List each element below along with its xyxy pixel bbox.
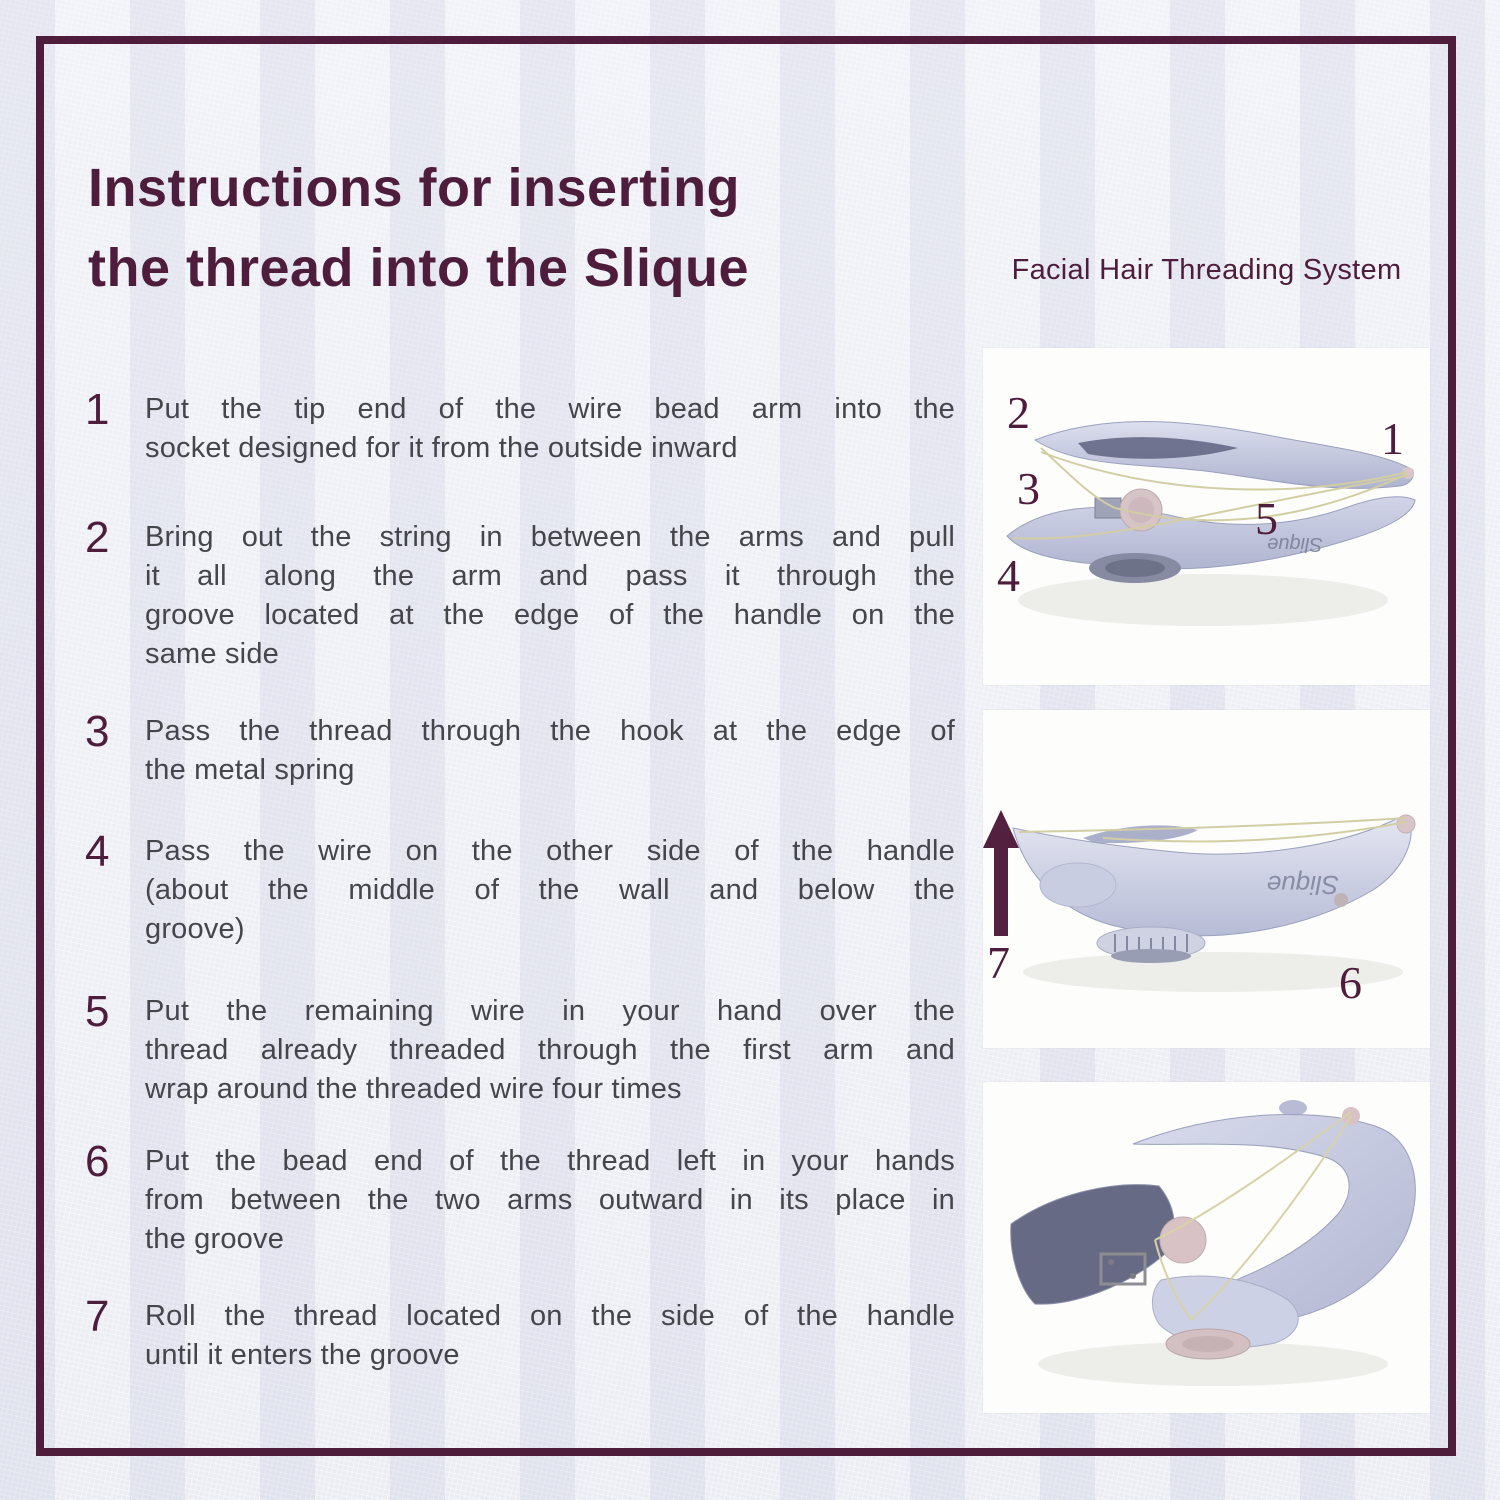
step-6-number: 6 [85,1137,110,1186]
device-side-view-illustration [983,710,1430,1048]
photo-device-angled-view [983,1082,1430,1413]
thread-line [1019,818,1406,832]
page-title-line-2: the thread into the Slique [88,238,750,298]
product-subtitle: Facial Hair Threading System [1011,254,1402,286]
photo-callout-7: 7 [987,937,1010,988]
device-roller-wheel-inner [1182,1336,1234,1352]
photo-callout-6: 6 [1339,957,1362,1008]
step-1-number: 1 [85,385,110,434]
step-7-number: 7 [85,1292,110,1341]
step-4-line-1: Pass the wire on the other side of the handle [145,835,955,867]
step-5 [85,987,955,1109]
step-2-line-1: Bring out the string in between the arms and pull [145,521,955,553]
step-6-text [145,1142,955,1259]
step-1-text [145,390,955,468]
hinge-screw [1130,1273,1136,1279]
page-title-line-1: Instructions for inserting [88,158,741,218]
photo-device-top-view [983,348,1430,685]
step-7-line-2: until it enters the groove [145,1339,460,1371]
step-4-line-2: (about the middle of the wall and below the [145,874,955,906]
step-5-number: 5 [85,987,110,1036]
step-7-line-1: Roll the thread located on the side of the handle [145,1300,955,1332]
step-5-line-3: wrap around the threaded wire four times [145,1073,682,1105]
step-3-text [145,712,955,790]
photo-callout-4: 4 [997,550,1020,601]
step-6 [85,1137,955,1259]
photo-shadow [1018,574,1388,626]
step-2-number: 2 [85,513,110,562]
device-arm-tip [1279,1100,1307,1116]
step-2-text [145,518,955,674]
device-top-view-illustration [983,348,1430,685]
step-3-line-1: Pass the thread through the hook at the edge of [145,715,955,747]
hinge-screw [1108,1259,1114,1265]
step-4-number: 4 [85,827,110,876]
step-3-number: 3 [85,707,110,756]
step-2-line-4: same side [145,638,279,670]
device-upper-arm [1035,422,1413,489]
step-4-text [145,832,955,949]
instruction-steps-list [85,385,955,1375]
step-2-line-2: it all along the arm and pass it through the [145,560,955,592]
device-roller-under [1111,949,1191,963]
device-roller-wheel-inner [1105,559,1165,577]
step-5-line-2: thread already threaded through the first arm and [145,1034,955,1066]
photo-callout-1: 1 [1381,413,1404,464]
step-6-line-3: the groove [145,1223,285,1255]
step-3-line-2: the metal spring [145,754,355,786]
step-6-line-2: from between the two arms outward in its place in [145,1184,955,1216]
device-dial-inner [1128,497,1154,523]
device-angled-view-illustration [983,1082,1430,1413]
photo-callout-5: 5 [1255,493,1278,544]
photo-device-side-view [983,710,1430,1048]
step-1-line-2: socket designed for it from the outside inward [145,432,738,464]
device-left-arm-dark [1011,1185,1174,1305]
step-3 [85,707,955,790]
device-dial [1160,1217,1206,1263]
photo-callout-3: 3 [1017,463,1040,514]
step-1 [85,385,955,468]
step-2 [85,513,955,674]
device-logo-mirrored: Slique [1267,533,1323,555]
device-logo-mirrored: Slique [1266,870,1340,900]
step-7 [85,1292,955,1375]
step-6-line-1: Put the bead end of the thread left in your hands [145,1145,955,1177]
step-1-line-1: Put the tip end of the wire bead arm into the [145,393,955,425]
device-thumb-recess [1040,863,1116,907]
photo-callout-2: 2 [1007,387,1030,438]
step-5-line-1: Put the remaining wire in your hand over the [145,995,955,1027]
step-5-text [145,992,955,1109]
step-4 [85,827,955,949]
step-7-text [145,1297,955,1375]
page-title [88,148,948,308]
device-lower-handle [1007,493,1415,569]
step-4-line-3: groove) [145,913,245,945]
step-2-line-3: groove located at the edge of the handle on the [145,599,955,631]
